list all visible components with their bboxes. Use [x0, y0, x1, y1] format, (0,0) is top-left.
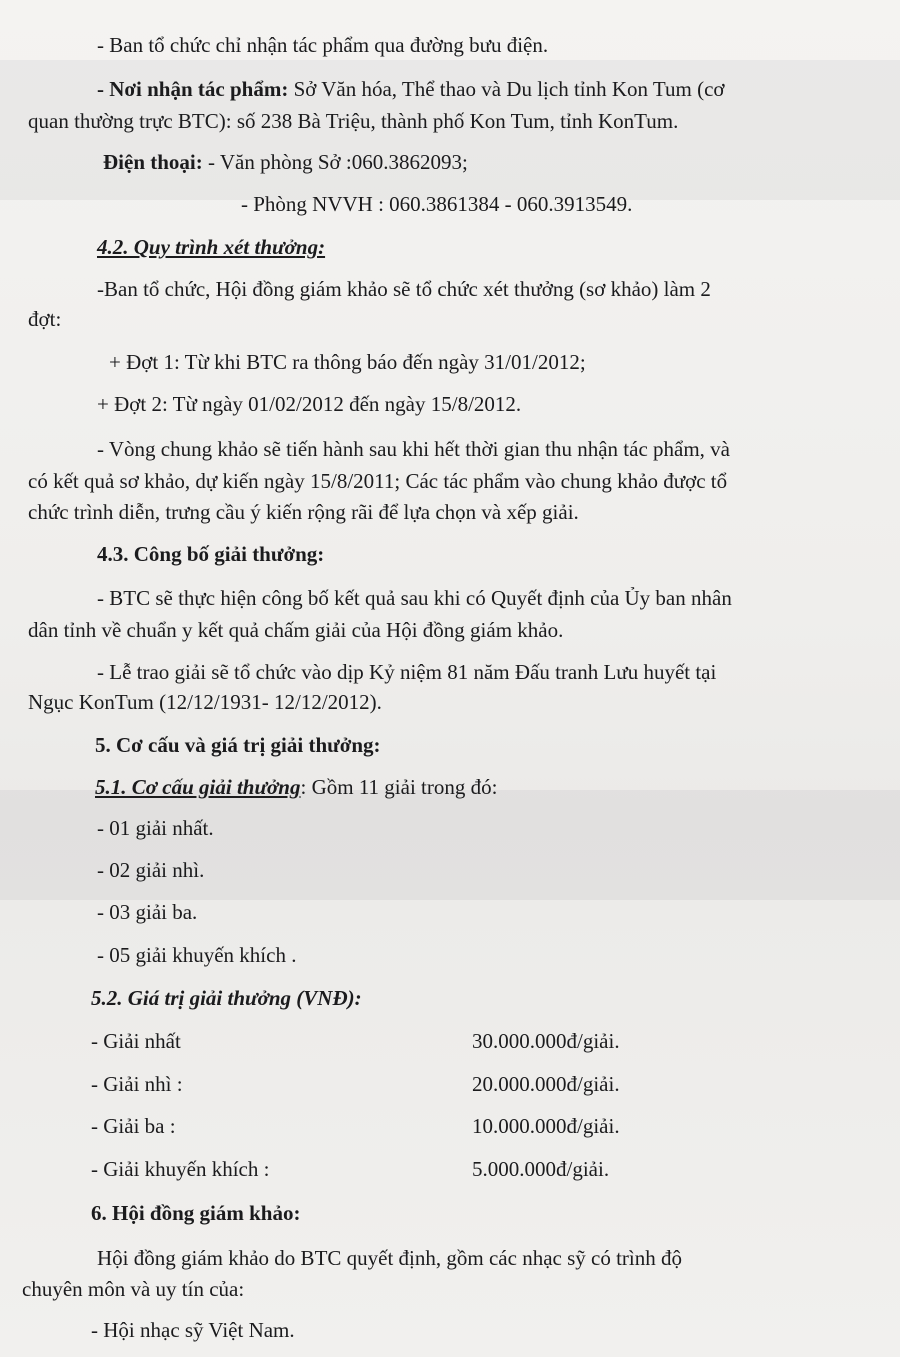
line-final-round: - Vòng chung khảo sẽ tiến hành sau khi hết thời gian thu nhận tác phẩm, và [97, 437, 730, 461]
prize-row [91, 1113, 851, 1139]
line-receive-place [97, 76, 725, 102]
heading-4-2: 4.2. Quy trình xét thưởng: [97, 235, 326, 259]
prize-row [91, 1156, 851, 1182]
heading-4-3: 4.3. Công bố giải thưởng: [97, 542, 325, 566]
prize-row [91, 1071, 851, 1097]
heading-5-1: 5.1. Cơ cấu giải thưởng [95, 775, 301, 799]
line-jury: Hội đồng giám khảo do BTC quyết định, gồm các nhạc sỹ có trình độ [97, 1246, 682, 1270]
prize-value: 5.000.000đ/giải. [472, 1157, 610, 1181]
line-round-2: + Đợt 2: Từ ngày 01/02/2012 đến ngày 15/8/2012. [97, 392, 522, 416]
line-ceremony-cont: Ngục KonTum (12/12/1931- 12/12/2012). [28, 690, 382, 714]
prize-value: 30.000.000đ/giải. [472, 1029, 620, 1053]
prize-count-second: - 02 giải nhì. [97, 858, 205, 882]
line-final-round-cont2: chức trình diễn, trưng cầu ý kiến rộng rãi để lựa chọn và xếp giải. [28, 500, 579, 524]
scan-shadow [0, 790, 900, 900]
line-rounds-intro: -Ban tổ chức, Hội đồng giám khảo sẽ tổ chức xét thưởng (sơ khảo) làm 2 [97, 277, 711, 301]
prize-label: - Giải ba : [91, 1114, 176, 1138]
line-jury-cont: chuyên môn và uy tín của: [22, 1277, 245, 1301]
receive-place-text: Sở Văn hóa, Thể thao và Du lịch tỉnh Kon Tum (cơ [288, 77, 725, 101]
prize-value: 10.000.000đ/giải. [472, 1114, 620, 1138]
prize-count-third: - 03 giải ba. [97, 900, 198, 924]
line-rounds-intro-cont: đợt: [28, 307, 62, 331]
line-announce: - BTC sẽ thực hiện công bố kết quả sau khi có Quyết định của Ủy ban nhân [97, 586, 732, 610]
heading-5-2: 5.2. Giá trị giải thưởng (VNĐ): [91, 986, 362, 1010]
prize-count-first: - 01 giải nhất. [97, 816, 214, 840]
prize-value: 20.000.000đ/giải. [472, 1072, 620, 1096]
line-phone [103, 149, 468, 175]
line-announce-cont: dân tỉnh về chuẩn y kết quả chấm giải của Hội đồng giám khảo. [28, 618, 564, 642]
line-phone-nvvh: - Phòng NVVH : 060.3861384 - 060.3913549. [241, 192, 633, 216]
heading-5-1-text: : Gồm 11 giải trong đó: [300, 775, 498, 799]
line-final-round-cont1: có kết quả sơ khảo, dự kiến ngày 15/8/2011; Các tác phẩm vào chung khảo được tổ [28, 469, 728, 493]
heading-5: 5. Cơ cấu và giá trị giải thưởng: [95, 733, 381, 757]
prize-label: - Giải nhất [91, 1029, 181, 1053]
line-musicians-association: - Hội nhạc sỹ Việt Nam. [91, 1318, 295, 1342]
receive-place-label: - Nơi nhận tác phẩm: [97, 77, 289, 101]
heading-5-1-line [95, 774, 497, 800]
phone-office: - Văn phòng Sở :060.3862093; [202, 150, 468, 174]
line-postal: - Ban tổ chức chỉ nhận tác phẩm qua đường bưu điện. [97, 33, 549, 57]
prize-label: - Giải khuyến khích : [91, 1157, 270, 1181]
line-address: quan thường trực BTC): số 238 Bà Triệu, thành phố Kon Tum, tỉnh KonTum. [28, 109, 679, 133]
line-ceremony: - Lễ trao giải sẽ tổ chức vào dịp Kỷ niệm 81 năm Đấu tranh Lưu huyết tại [97, 660, 717, 684]
prize-row [91, 1028, 851, 1054]
phone-label: Điện thoại: [103, 150, 203, 174]
prize-count-consolation: - 05 giải khuyến khích . [97, 943, 297, 967]
line-round-1: + Đợt 1: Từ khi BTC ra thông báo đến ngày 31/01/2012; [109, 350, 586, 374]
heading-6: 6. Hội đồng giám khảo: [91, 1201, 301, 1225]
prize-label: - Giải nhì : [91, 1072, 183, 1096]
